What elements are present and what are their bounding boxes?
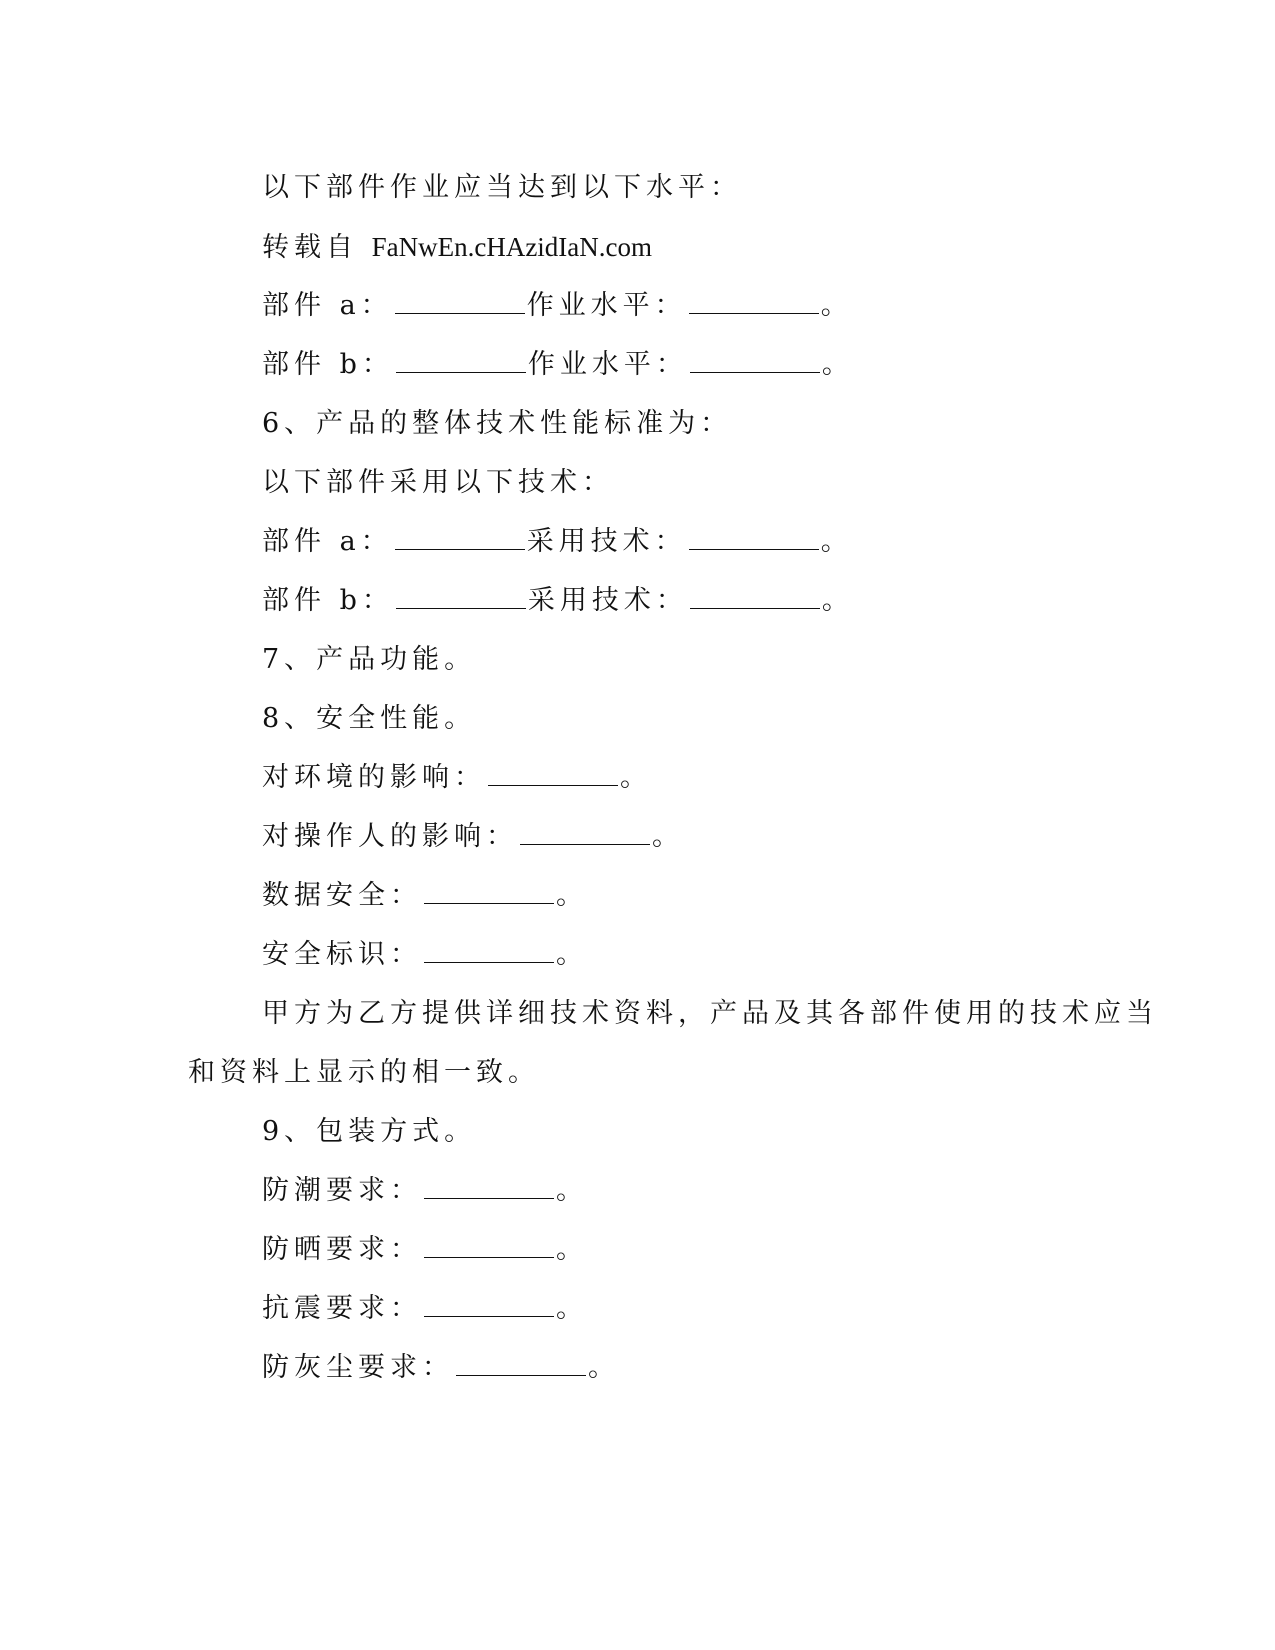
fill-in-blank[interactable] xyxy=(690,346,820,373)
form-line-environment: 对环境的影响： 。 xyxy=(262,758,652,798)
form-line-dust: 防灰尘要求： 。 xyxy=(262,1348,620,1388)
fill-in-blank[interactable] xyxy=(690,582,820,609)
paragraph-line: 甲方为乙方提供详细技术资料，产品及其各部件使用的技术应当 xyxy=(262,998,1158,1029)
form-line-safety-label: 安全标识： 。 xyxy=(262,935,588,975)
fill-in-blank[interactable] xyxy=(395,287,525,314)
section-heading-9: 9、包装方式。 xyxy=(262,1116,477,1147)
fill-in-blank[interactable] xyxy=(424,936,554,963)
fill-in-blank[interactable] xyxy=(689,287,819,314)
paragraph-line-continued: 和资料上显示的相一致。 xyxy=(188,1057,540,1088)
fill-in-blank[interactable] xyxy=(396,582,526,609)
fill-in-blank[interactable] xyxy=(395,523,525,550)
source-line: 转载自 FaNwEn.cHAzidIaN.com xyxy=(262,232,653,263)
fill-in-blank[interactable] xyxy=(689,523,819,550)
form-line-sun: 防晒要求： 。 xyxy=(262,1230,588,1270)
fill-in-blank[interactable] xyxy=(456,1349,586,1376)
fill-in-blank[interactable] xyxy=(424,1231,554,1258)
fill-in-blank[interactable] xyxy=(424,1290,554,1317)
form-line-component-b-level: 部件 b： 作业水平： 。 xyxy=(262,345,854,385)
fill-in-blank[interactable] xyxy=(520,818,650,845)
fill-in-blank[interactable] xyxy=(488,759,618,786)
form-line-component-a-tech: 部件 a： 采用技术： 。 xyxy=(262,522,853,562)
form-line-operator: 对操作人的影响： 。 xyxy=(262,817,684,857)
fill-in-blank[interactable] xyxy=(424,1172,554,1199)
form-line-component-b-tech: 部件 b： 采用技术： 。 xyxy=(262,581,854,621)
paragraph-line: 以下部件采用以下技术： xyxy=(262,467,614,498)
fill-in-blank[interactable] xyxy=(424,877,554,904)
form-line-data-security: 数据安全： 。 xyxy=(262,876,588,916)
paragraph-line: 以下部件作业应当达到以下水平： xyxy=(262,172,742,203)
section-heading-7: 7、产品功能。 xyxy=(262,644,477,675)
section-heading-6: 6、产品的整体技术性能标准为： xyxy=(262,408,733,439)
fill-in-blank[interactable] xyxy=(396,346,526,373)
source-url: FaNwEn.cHAzidIaN.com xyxy=(371,232,653,262)
form-line-component-a-level: 部件 a： 作业水平： 。 xyxy=(262,286,853,326)
section-heading-8: 8、安全性能。 xyxy=(262,703,477,734)
form-line-shock: 抗震要求： 。 xyxy=(262,1289,588,1329)
form-line-moisture: 防潮要求： 。 xyxy=(262,1171,588,1211)
